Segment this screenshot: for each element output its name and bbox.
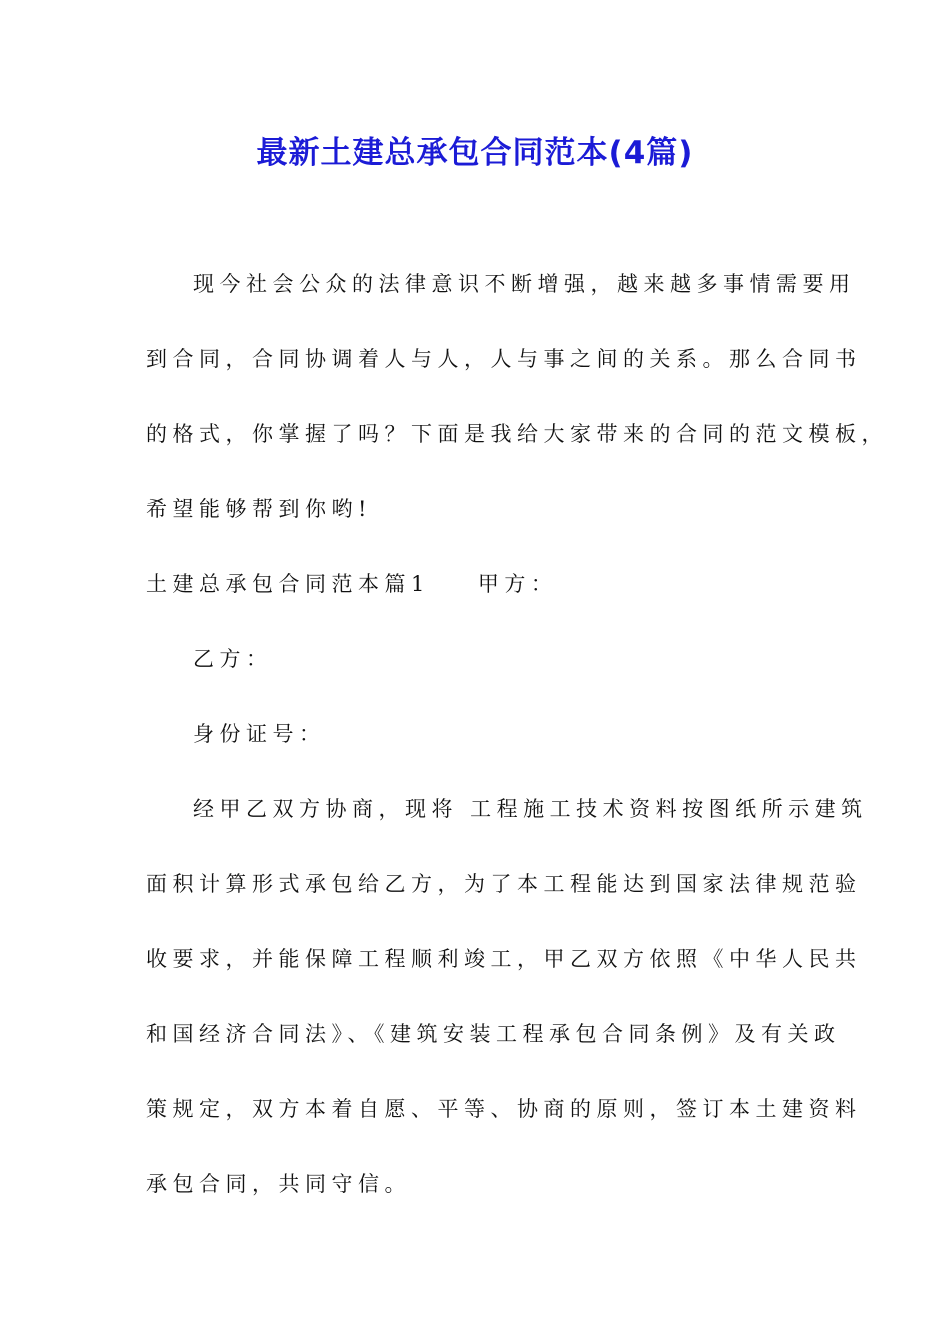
id-number-label: 身份证号： (193, 722, 326, 746)
paragraph-line: 和国经济合同法》、《建筑安装工程承包合同条例》及有关政 (146, 1022, 841, 1046)
section-heading: 土建总承包合同范本篇1 (146, 572, 430, 596)
paragraph-line: 策规定，双方本着自愿、平等、协商的原则，签订本土建资料 (146, 1097, 862, 1121)
party-b-label: 乙方： (193, 647, 273, 671)
document-title: 最新土建总承包合同范本(4篇) (256, 135, 694, 171)
paragraph-line: 收要求，并能保障工程顺利竣工，甲乙双方依照《中华人民共 (146, 947, 862, 971)
paragraph-line: 到合同，合同协调着人与人，人与事之间的关系。那么合同书 (146, 347, 862, 371)
paragraph-line: 现今社会公众的法律意识不断增强，越来越多事情需要用 (193, 272, 856, 296)
section-heading-line (146, 568, 806, 600)
party-a-label: 甲方： (477, 572, 558, 596)
paragraph-line: 经甲乙双方协商，现将 工程施工技术资料按图纸所示建筑 (193, 797, 868, 821)
paragraph-line: 承包合同，共同守信。 (146, 1172, 411, 1196)
paragraph-line: 的格式，你掌握了吗？下面是我给大家带来的合同的范文模板， (146, 422, 888, 446)
paragraph-line: 面积计算形式承包给乙方，为了本工程能达到国家法律规范验 (146, 872, 862, 896)
paragraph-line: 希望能够帮到你哟! (146, 497, 372, 521)
